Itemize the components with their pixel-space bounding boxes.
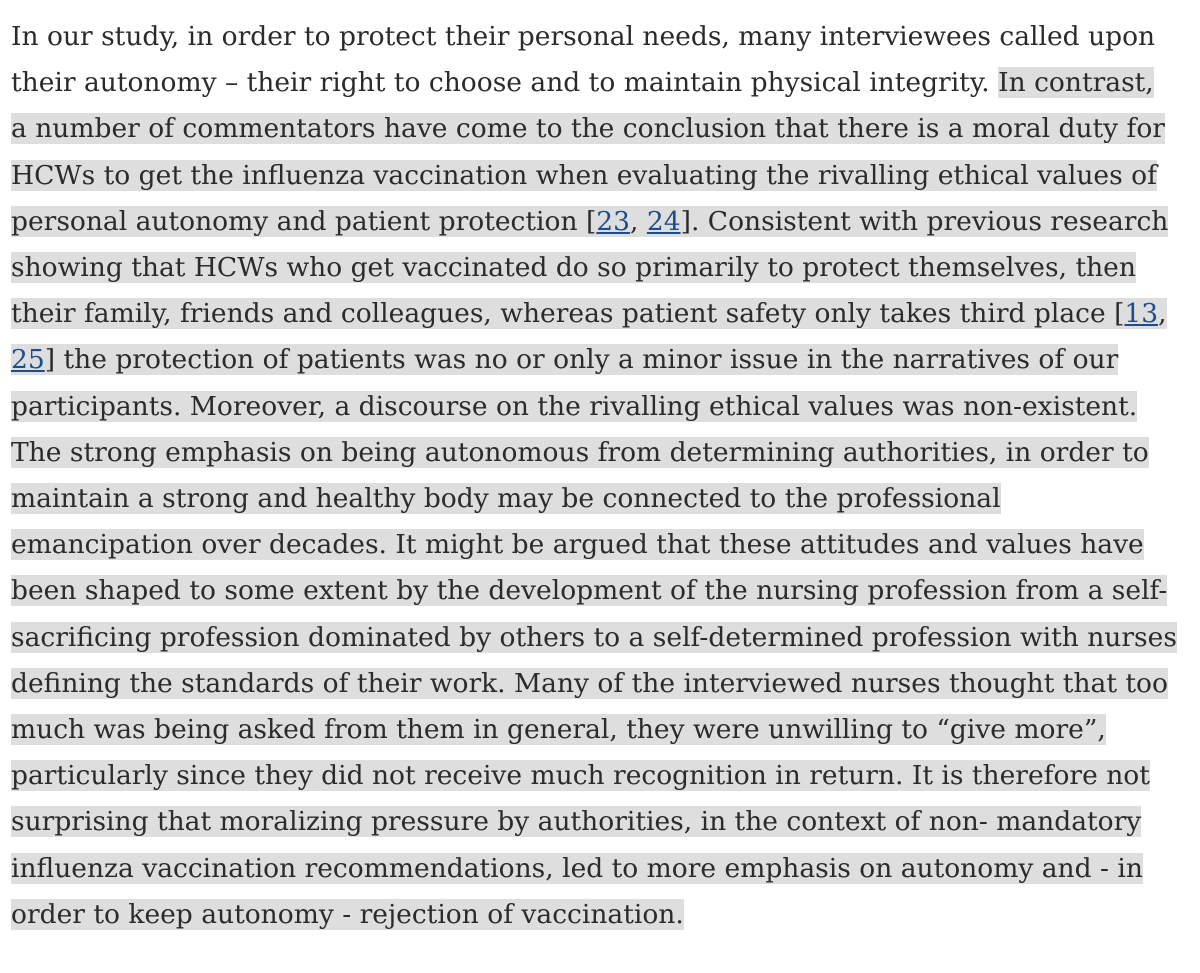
highlighted-text: emancipation over decades. It might be argued that these attitudes and values have — [11, 529, 1144, 561]
reference-link[interactable]: 13 — [1124, 298, 1159, 330]
paragraph-line — [11, 707, 1106, 753]
highlighted-text: In contrast, — [998, 67, 1154, 99]
paragraph-line — [11, 615, 1177, 661]
paragraph-line — [11, 337, 1118, 383]
highlighted-text: participants. Moreover, a discourse on the rivalling ethical values was non-existent. — [11, 390, 1138, 422]
highlighted-text: influenza vaccination recommendations, led to more emphasis on autonomy and - in — [11, 852, 1143, 884]
highlighted-text: showing that HCWs who get vaccinated do so primarily to protect themselves, then — [11, 252, 1136, 283]
highlighted-text: order to keep autonomy - rejection of vaccination. — [11, 898, 684, 930]
paragraph-line — [11, 430, 1149, 476]
paragraph-line — [11, 384, 1137, 430]
paragraph-line — [11, 892, 684, 938]
paragraph-line — [11, 753, 1150, 799]
paragraph-line — [11, 153, 1157, 199]
body-text: their autonomy – their right to choose and to maintain physical integrity. — [11, 67, 999, 99]
highlighted-text: HCWs to get the influenza vaccination when evaluating the rivalling ethical values of — [11, 159, 1157, 191]
paragraph-line — [11, 799, 1141, 845]
highlighted-text: been shaped to some extent by the development of the nursing profession from a self- — [11, 575, 1168, 607]
paragraph-line — [11, 106, 1165, 152]
highlighted-text: , — [630, 205, 647, 237]
highlighted-text: surprising that moralizing pressure by authorities, in the context of non- mandatory — [11, 806, 1142, 838]
paragraph-line — [11, 245, 1136, 291]
paragraph-line — [11, 522, 1144, 568]
paragraph-line — [11, 199, 1168, 245]
paragraph-line — [11, 291, 1167, 337]
paragraph-line — [11, 476, 1001, 522]
highlighted-text: sacrificing profession dominated by others to a self-determined profession with nurses — [11, 621, 1177, 653]
highlighted-text: maintain a strong and healthy body may be connected to the professional — [11, 483, 1001, 514]
reference-link[interactable]: 23 — [596, 205, 631, 237]
highlighted-text: , — [1158, 298, 1167, 330]
reference-link[interactable]: 25 — [11, 344, 45, 376]
body-text: In our study, in order to protect their personal needs, many interviewees called upon — [11, 21, 1156, 52]
highlighted-text: much was being asked from them in general, they were unwilling to “give more”, — [11, 714, 1106, 745]
paragraph-line — [11, 661, 1168, 707]
highlighted-text: The strong emphasis on being autonomous from determining authorities, in order to — [11, 436, 1149, 468]
paragraph-line — [11, 60, 1154, 106]
highlighted-text: particularly since they did not receive much recognition in return. It is therefore not — [11, 760, 1150, 792]
paragraph-line — [11, 568, 1167, 614]
highlighted-text: their family, friends and colleagues, whereas patient safety only takes third place [ — [11, 298, 1125, 330]
paragraph-line — [11, 846, 1143, 892]
reference-link[interactable]: 24 — [646, 205, 681, 237]
highlighted-text: defining the standards of their work. Many of the interviewed nurses thought that too — [11, 667, 1168, 699]
paragraph-line — [11, 14, 1155, 60]
highlighted-text: ]. Consistent with previous research — [680, 205, 1169, 237]
highlighted-text: ] the protection of patients was no or only a minor issue in the narratives of our — [44, 344, 1119, 376]
highlighted-text: a number of commentators have come to the conclusion that there is a moral duty for — [11, 113, 1165, 145]
highlighted-text: personal autonomy and patient protection [ — [11, 205, 597, 237]
